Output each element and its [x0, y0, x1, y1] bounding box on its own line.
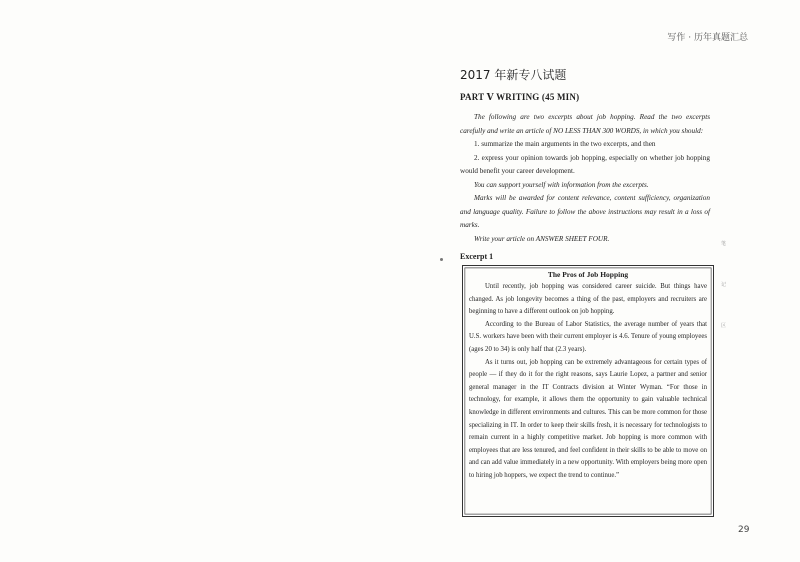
excerpt-paragraph-2: According to the Bureau of Labor Statistics, the average number of years that U.S. workers have been with their current employer is 4.6. Tenure of young employees (ages 20 to 34) is only half that (2.3 years).	[469, 320, 707, 353]
instructions-write: Write your article on ANSWER SHEET FOUR.	[474, 234, 610, 243]
margin-mark-2: 记	[721, 282, 727, 288]
page-title: 2017 年新专八试题	[460, 68, 567, 82]
excerpt-title: The Pros of Job Hopping	[547, 270, 629, 279]
excerpt-paragraph-3: As it turns out, job hopping can be extremely advantageous for certain types of people — if they do it for the right reasons, says Laurie Lopez, a partner and senior general manager in the IT Contracts division at Winter Wyman. “For those in technology, for example, it allows them the opportunity to gain valuable technical knowledge in different environments and cultures. This can be more common for those specializing in IT. In order to keep their skills fresh, it is necessary for technologists to remain current in a highly competitive market. Job hopping is more common with employees that are less tenured, and feel confident in their skills to be able to move on and can add value immediately in a new opportunity. With employers being more open to hiring job hoppers, we expect the trend to continue.”	[469, 358, 707, 479]
instructions-marks: Marks will be awarded for content relevance, content sufficiency, organization and language quality. Failure to follow the above instructions may result in a loss of marks.	[460, 194, 710, 229]
excerpt-label: Excerpt 1	[460, 252, 494, 261]
margin-mark-3: 区	[721, 323, 727, 329]
part-heading: PART Ⅴ WRITING (45 MIN)	[460, 92, 580, 102]
margin-dot	[440, 258, 443, 261]
margin-mark-1: 笔	[721, 241, 727, 247]
instructions-intro: The following are two excerpts about job hopping. Read the two excerpts carefully and write an article of NO LESS THAN 300 WORDS, in which you should:	[460, 113, 710, 135]
instructions-item-2: 2. express your opinion towards job hopping, especially on whether job hopping would benefit your career development.	[460, 153, 710, 175]
instructions-support: You can support yourself with information from the excerpts.	[474, 180, 649, 189]
instructions-block	[460, 111, 710, 246]
running-head: 写作 · 历年真题汇总	[667, 33, 748, 43]
excerpt-paragraph-1: Until recently, job hopping was considered career suicide. But things have changed. As job longevity becomes a thing of the past, employers and recruiters are beginning to have a different outlook on job hopping.	[469, 283, 707, 316]
page-number: 29	[738, 525, 750, 535]
excerpt-body	[469, 281, 707, 483]
instructions-item-1: 1. summarize the main arguments in the two excerpts, and then	[474, 140, 656, 148]
excerpt-box	[462, 265, 714, 517]
